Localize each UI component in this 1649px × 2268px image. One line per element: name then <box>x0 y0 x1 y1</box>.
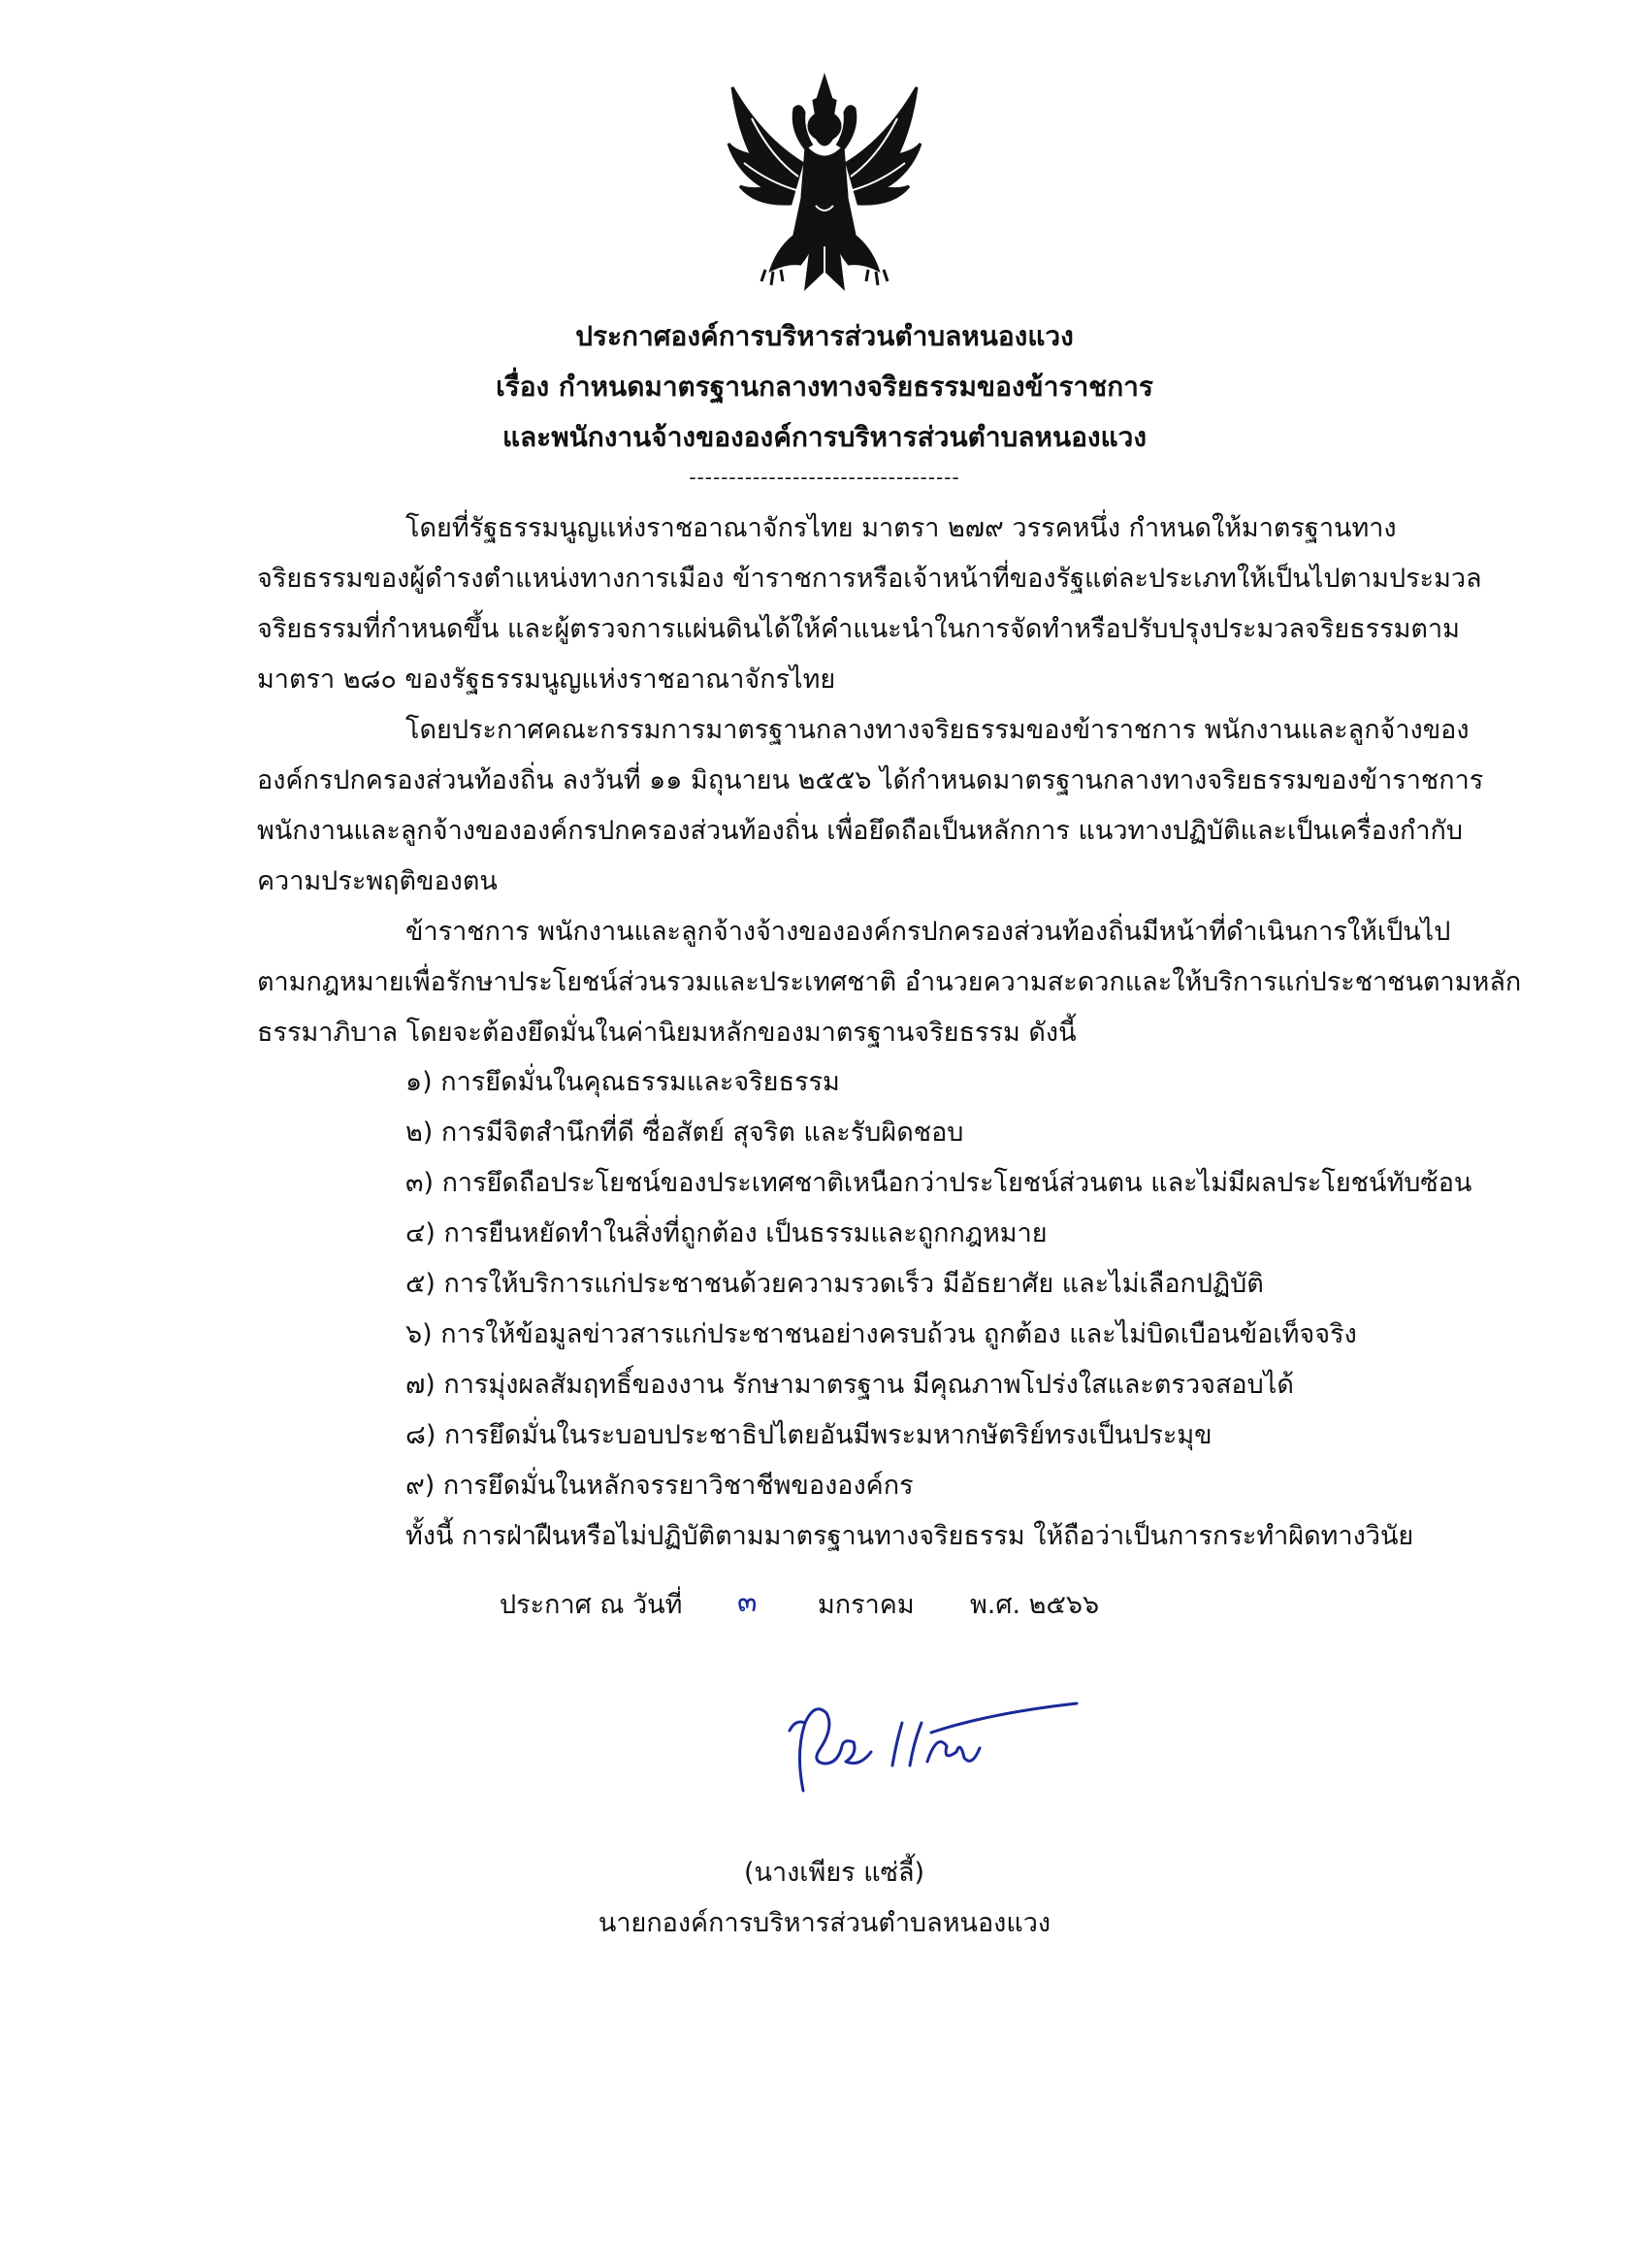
ethics-item: ๓) การยึดถือประโยชน์ของประเทศชาติเหนือกว่าประโยชน์ส่วนตน และไม่มีผลประโยชน์ทับซ้อน <box>405 1168 1472 1198</box>
paragraph-3-line: ธรรมาภิบาล โดยจะต้องยึดมั่นในค่านิยมหลักของมาตรฐานจริยธรรม ดังนี้ <box>257 1018 1077 1048</box>
closing-statement: ทั้งนี้ การฝ่าฝืนหรือไม่ปฏิบัติตามมาตรฐานทางจริยธรรม ให้ถือว่าเป็นการกระทำผิดทางวินัย <box>405 1521 1414 1551</box>
announce-year: พ.ศ. ๒๕๖๖ <box>970 1590 1100 1620</box>
signature <box>766 1684 1096 1810</box>
ethics-item: ๖) การให้ข้อมูลข่าวสารแก่ประชาชนอย่างครบถ้วน ถูกต้อง และไม่บิดเบือนข้อเท็จจริง <box>405 1319 1357 1349</box>
ethics-item: ๗) การมุ่งผลสัมฤทธิ์ของงาน รักษามาตรฐาน มีคุณภาพโปร่งใสและตรวจสอบได้ <box>405 1370 1294 1400</box>
signer-position: นายกองค์การบริหารส่วนตำบลหนองแวง <box>598 1908 1051 1938</box>
announce-month: มกราคม <box>818 1590 915 1620</box>
paragraph-1-line: จริยธรรมที่กำหนดขึ้น และผู้ตรวจการแผ่นดินได้ให้คำแนะนำในการจัดทำหรือปรับปรุงประมวลจริยธรรมตาม <box>257 614 1460 644</box>
ethics-item: ๔) การยืนหยัดทำในสิ่งที่ถูกต้อง เป็นธรรมและถูกกฎหมาย <box>405 1218 1048 1248</box>
paragraph-1-line: มาตรา ๒๘๐ ของรัฐธรรมนูญแห่งราชอาณาจักรไทย <box>257 664 836 695</box>
paragraph-1-line: โดยที่รัฐธรรมนูญแห่งราชอาณาจักรไทย มาตรา ๒๗๙ วรรคหนึ่ง กำหนดให้มาตรฐานทาง <box>405 513 1397 543</box>
ethics-item: ๘) การยึดมั่นในระบอบประชาธิปไตยอันมีพระมหากษัตริย์ทรงเป็นประมุข <box>405 1420 1212 1450</box>
document-title: ประกาศองค์การบริหารส่วนตำบลหนองแวง <box>575 320 1074 352</box>
paragraph-2-line: ความประพฤติของตน <box>257 866 498 896</box>
document-subject-continued: และพนักงานจ้างขององค์การบริหารส่วนตำบลหนองแวง <box>501 421 1148 453</box>
paragraph-3-line: ตามกฎหมายเพื่อรักษาประโยชน์ส่วนรวมและประเทศชาติ อำนวยความสะดวกและให้บริการแก่ประชาชนตามหลัก <box>257 967 1522 997</box>
document-subject: เรื่อง กำหนดมาตรฐานกลางทางจริยธรรมของข้าราชการ <box>496 371 1153 403</box>
paragraph-3-line: ข้าราชการ พนักงานและลูกจ้างจ้างขององค์กรปกครองส่วนท้องถิ่นมีหน้าที่ดำเนินการให้เป็นไป <box>405 917 1451 947</box>
ethics-item: ๕) การให้บริการแก่ประชาชนด้วยความรวดเร็ว มีอัธยาศัย และไม่เลือกปฏิบัติ <box>405 1269 1264 1299</box>
garuda-emblem <box>723 70 926 293</box>
ethics-item: ๑) การยึดมั่นในคุณธรรมและจริยธรรม <box>405 1067 840 1097</box>
announce-prefix: ประกาศ ณ วันที่ <box>500 1590 683 1620</box>
signer-name: (นางเพียร แซ่ลี้) <box>743 1858 925 1888</box>
announce-day: ๓ <box>737 1585 758 1619</box>
ethics-item: ๒) การมีจิตสำนึกที่ดี ซื่อสัตย์ สุจริต และรับผิดชอบ <box>405 1118 964 1148</box>
title-divider: ---------------------------------- <box>689 466 960 489</box>
paragraph-1-line: จริยธรรมของผู้ดำรงตำแหน่งทางการเมือง ข้าราชการหรือเจ้าหน้าที่ของรัฐแต่ละประเภทให้เป็นไปตามประมวล <box>257 564 1482 594</box>
paragraph-2-line: องค์กรปกครองส่วนท้องถิ่น ลงวันที่ ๑๑ มิถุนายน ๒๕๕๖ ได้กำหนดมาตรฐานกลางทางจริยธรรมของข้าราชการ <box>257 765 1484 795</box>
ethics-item: ๙) การยึดมั่นในหลักจรรยาวิชาชีพขององค์กร <box>405 1471 914 1501</box>
paragraph-2-line: พนักงานและลูกจ้างขององค์กรปกครองส่วนท้องถิ่น เพื่อยึดถือเป็นหลักการ แนวทางปฏิบัติและเป็นเครื่องกำกับ <box>257 816 1464 846</box>
paragraph-2-line: โดยประกาศคณะกรรมการมาตรฐานกลางทางจริยธรรมของข้าราชการ พนักงานและลูกจ้างของ <box>405 715 1470 745</box>
